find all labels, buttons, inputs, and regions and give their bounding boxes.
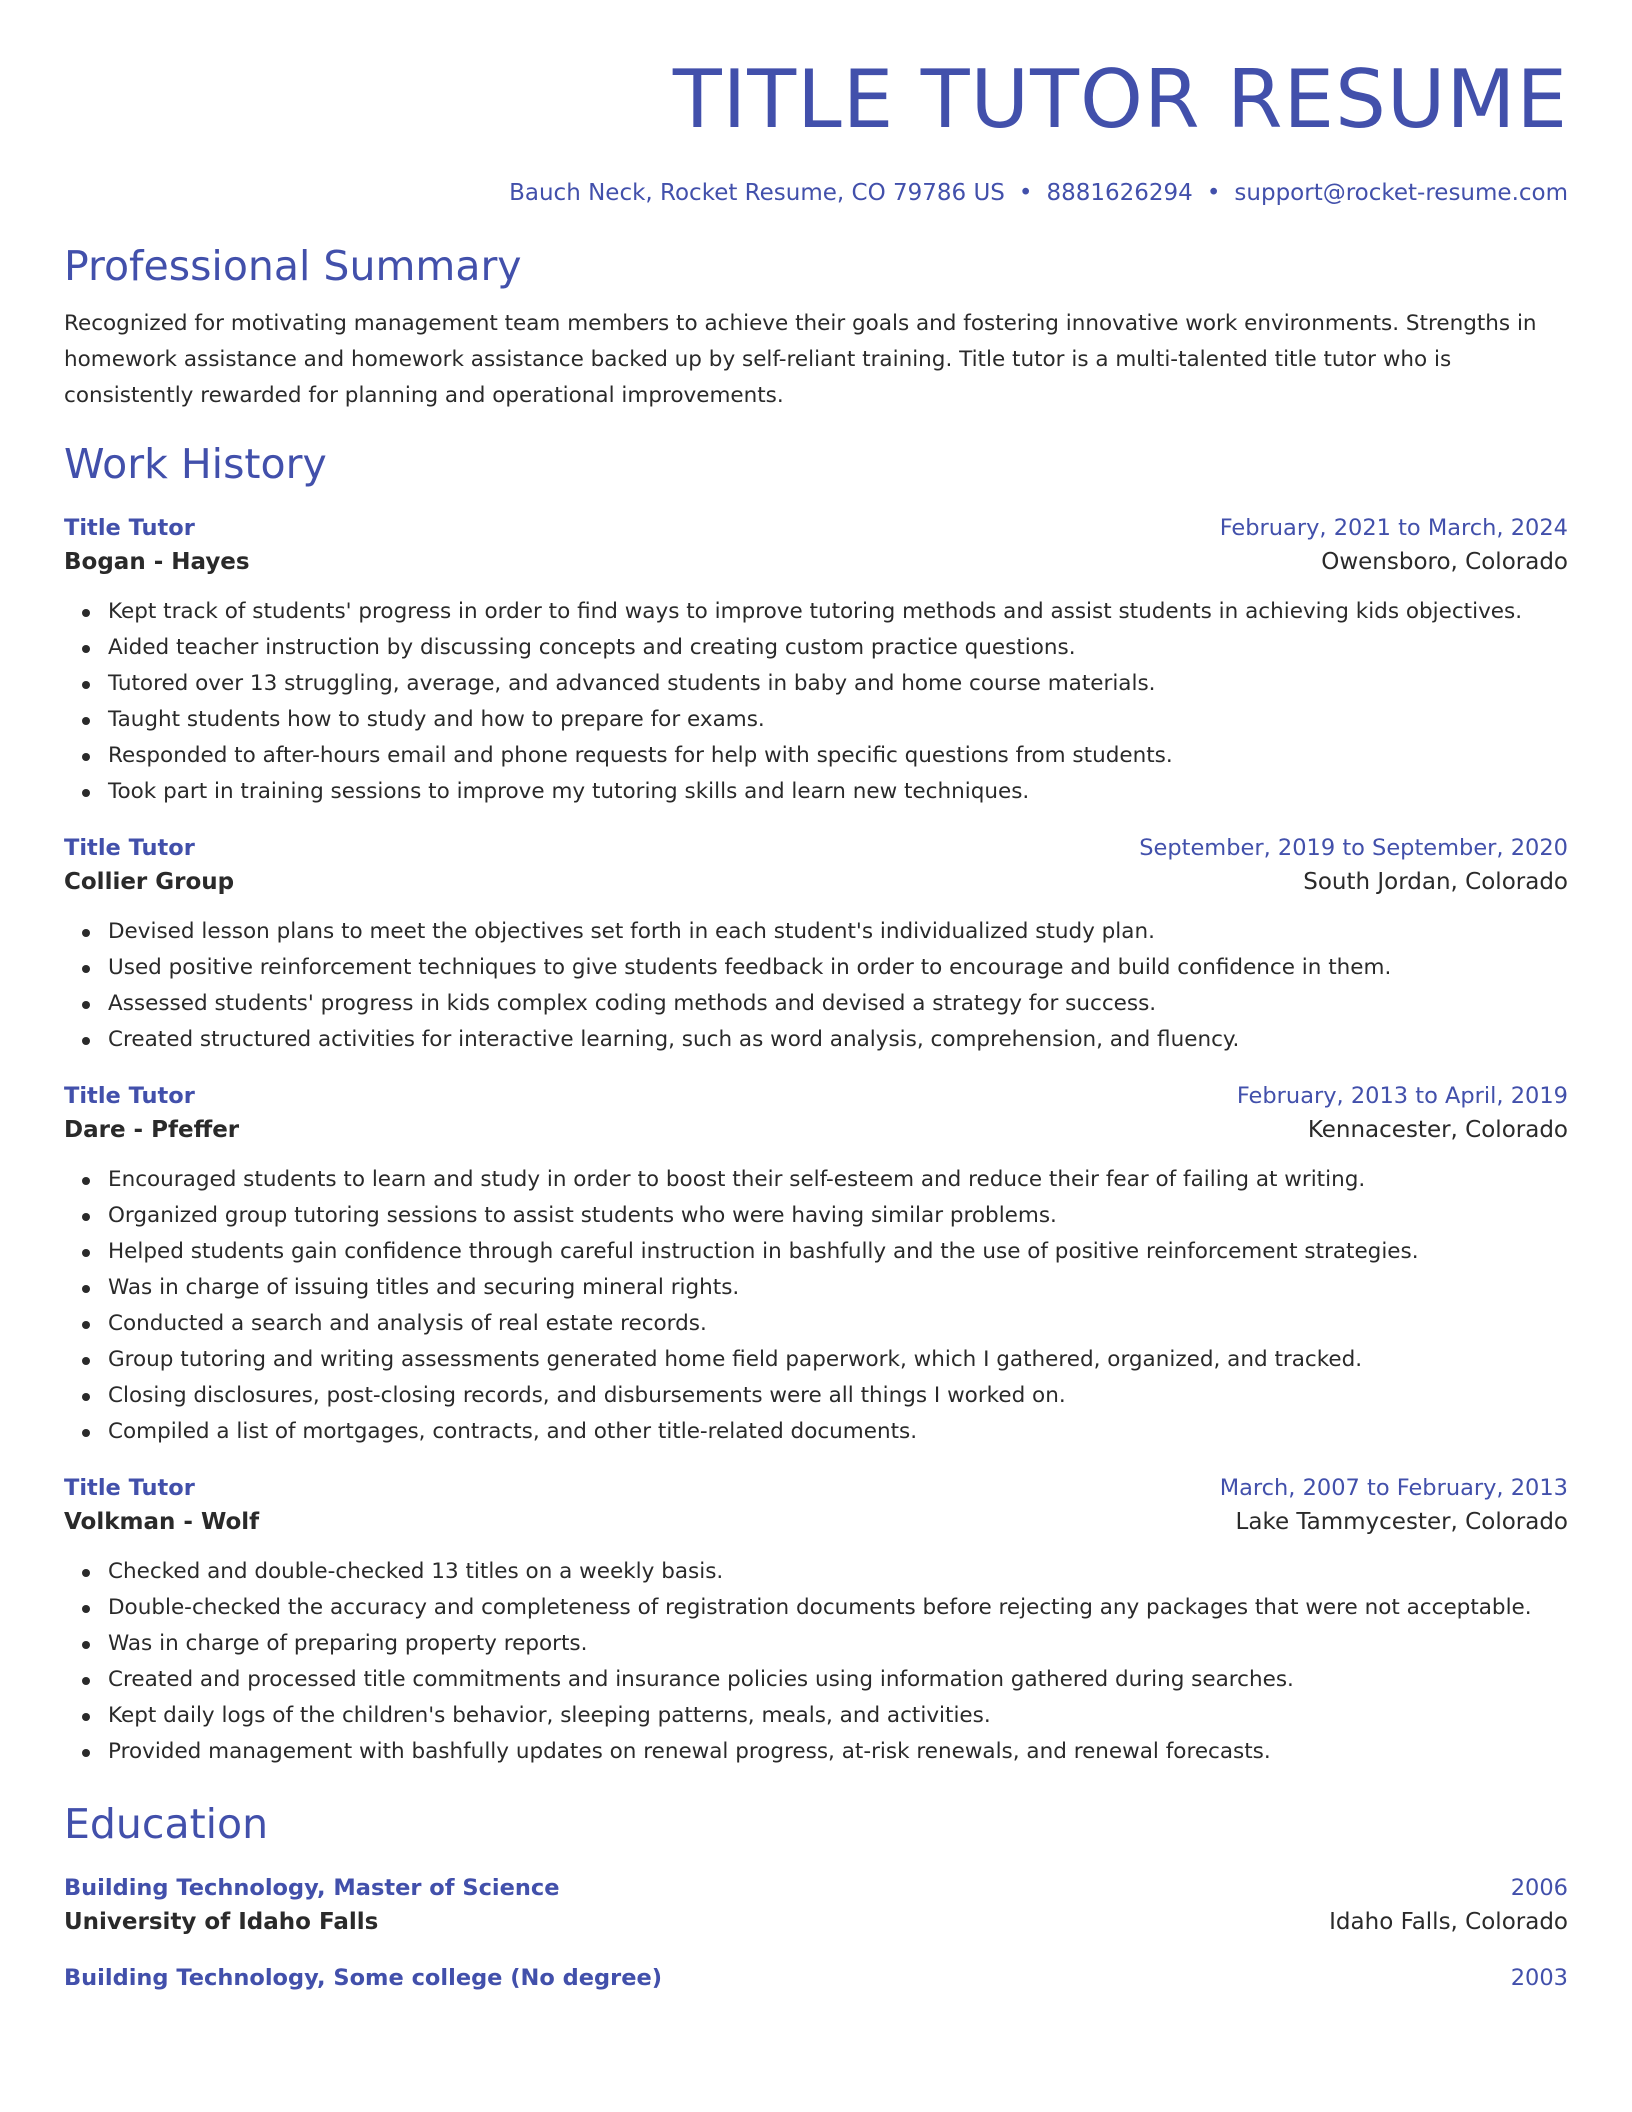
job-bullet: Took part in training sessions to improve my tutoring skills and learn new techniques. (108, 774, 1568, 810)
job-entry (64, 1472, 1568, 1770)
job-bullet: Kept track of students' progress in order to find ways to improve tutoring methods and assist students in achieving kids objectives. (108, 594, 1568, 630)
job-bullet: Checked and double-checked 13 titles on a weekly basis. (108, 1554, 1568, 1590)
job-location: South Jordan, Colorado (1303, 869, 1568, 895)
job-bullet: Was in charge of issuing titles and securing mineral rights. (108, 1270, 1568, 1306)
job-subheader (64, 864, 1568, 900)
job-bullet: Devised lesson plans to meet the objectives set forth in each student's individualized study plan. (108, 914, 1568, 950)
job-company: Bogan - Hayes (64, 549, 250, 575)
education-degree: Building Technology, Master of Science (64, 1875, 560, 1901)
job-location: Owensboro, Colorado (1321, 549, 1568, 575)
education-entry (64, 1962, 1568, 1994)
education-subheader (64, 1904, 1568, 1940)
job-bullet: Compiled a list of mortgages, contracts, and other title-related documents. (108, 1414, 1568, 1450)
education-year: 2003 (1510, 1965, 1568, 1991)
job-bullet: Conducted a search and analysis of real estate records. (108, 1306, 1568, 1342)
education-school: University of Idaho Falls (64, 1909, 379, 1935)
work-history-heading: Work History (64, 440, 327, 488)
job-bullets (64, 1162, 1568, 1450)
job-subheader (64, 544, 1568, 580)
job-bullet: Responded to after-hours email and phone requests for help with specific questions from students. (108, 738, 1568, 774)
job-subheader (64, 1504, 1568, 1540)
job-dates: March, 2007 to February, 2013 (1219, 1475, 1568, 1501)
job-bullet: Created and processed title commitments and insurance policies using information gathered during searches. (108, 1662, 1568, 1698)
summary-heading: Professional Summary (64, 242, 522, 290)
job-bullet: Provided management with bashfully updates on renewal progress, at-risk renewals, and renewal forecasts. (108, 1734, 1568, 1770)
resume-title: TITLE TUTOR RESUME (672, 53, 1568, 146)
job-entry (64, 1080, 1568, 1450)
job-company: Dare - Pfeffer (64, 1117, 240, 1143)
contact-address: Bauch Neck, Rocket Resume, CO 79786 US (509, 180, 1005, 206)
contact-email[interactable]: support@rocket-resume.com (1234, 180, 1568, 206)
job-subheader (64, 1112, 1568, 1148)
job-bullet: Organized group tutoring sessions to assist students who were having similar problems. (108, 1198, 1568, 1234)
job-header (64, 1080, 1568, 1112)
job-location: Lake Tammycester, Colorado (1235, 1509, 1568, 1535)
job-dates: September, 2019 to September, 2020 (1139, 835, 1568, 861)
job-location: Kennacester, Colorado (1307, 1117, 1568, 1143)
contact-separator: • (1206, 180, 1221, 206)
job-header (64, 832, 1568, 864)
job-bullet: Taught students how to study and how to prepare for exams. (108, 702, 1568, 738)
job-bullet: Double-checked the accuracy and completeness of registration documents before rejecting any packages that were not acceptable. (108, 1590, 1568, 1626)
job-bullet: Assessed students' progress in kids complex coding methods and devised a strategy for success. (108, 986, 1568, 1022)
education-degree: Building Technology, Some college (No degree) (64, 1965, 663, 1991)
education-entry (64, 1872, 1568, 1940)
job-entry (64, 512, 1568, 810)
education-heading: Education (64, 1800, 269, 1848)
job-bullet: Created structured activities for interactive learning, such as word analysis, comprehension, and fluency. (108, 1022, 1568, 1058)
job-dates: February, 2013 to April, 2019 (1236, 1083, 1568, 1109)
education-location: Idaho Falls, Colorado (1329, 1909, 1568, 1935)
job-bullet: Was in charge of preparing property reports. (108, 1626, 1568, 1662)
education-header (64, 1962, 1568, 1994)
job-header (64, 1472, 1568, 1504)
job-bullet: Tutored over 13 struggling, average, and advanced students in baby and home course materials. (108, 666, 1568, 702)
job-bullets (64, 914, 1568, 1058)
job-bullets (64, 1554, 1568, 1770)
job-bullet: Aided teacher instruction by discussing concepts and creating custom practice questions. (108, 630, 1568, 666)
job-header (64, 512, 1568, 544)
education-header (64, 1872, 1568, 1904)
job-bullet: Kept daily logs of the children's behavior, sleeping patterns, meals, and activities. (108, 1698, 1568, 1734)
job-bullet: Group tutoring and writing assessments generated home field paperwork, which I gathered, organized, and tracked. (108, 1342, 1568, 1378)
job-bullet: Closing disclosures, post-closing records, and disbursements were all things I worked on. (108, 1378, 1568, 1414)
job-company: Volkman - Wolf (64, 1509, 260, 1535)
resume-page (64, 0, 1568, 1994)
job-role: Title Tutor (64, 1083, 195, 1109)
education-year: 2006 (1510, 1875, 1568, 1901)
job-bullets (64, 594, 1568, 810)
job-bullet: Helped students gain confidence through careful instruction in bashfully and the use of positive reinforcement strategies. (108, 1234, 1568, 1270)
summary-text: Recognized for motivating management team members to achieve their goals and fostering innovative work environments. Strengths in homework assistance and homework assistance backed up by self-reliant training. Title tutor is a multi-talented title tutor who is consistently rewarded for planning and operational improvements. (64, 311, 1537, 408)
job-company: Collier Group (64, 869, 235, 895)
job-entry (64, 832, 1568, 1058)
job-role: Title Tutor (64, 1475, 195, 1501)
job-bullet: Used positive reinforcement techniques to give students feedback in order to encourage and build confidence in them. (108, 950, 1568, 986)
job-role: Title Tutor (64, 835, 195, 861)
contact-phone: 8881626294 (1046, 180, 1193, 206)
contact-line (64, 178, 1568, 208)
contact-separator: • (1018, 180, 1033, 206)
job-dates: February, 2021 to March, 2024 (1219, 515, 1568, 541)
job-role: Title Tutor (64, 515, 195, 541)
job-bullet: Encouraged students to learn and study in order to boost their self-esteem and reduce their fear of failing at writing. (108, 1162, 1568, 1198)
